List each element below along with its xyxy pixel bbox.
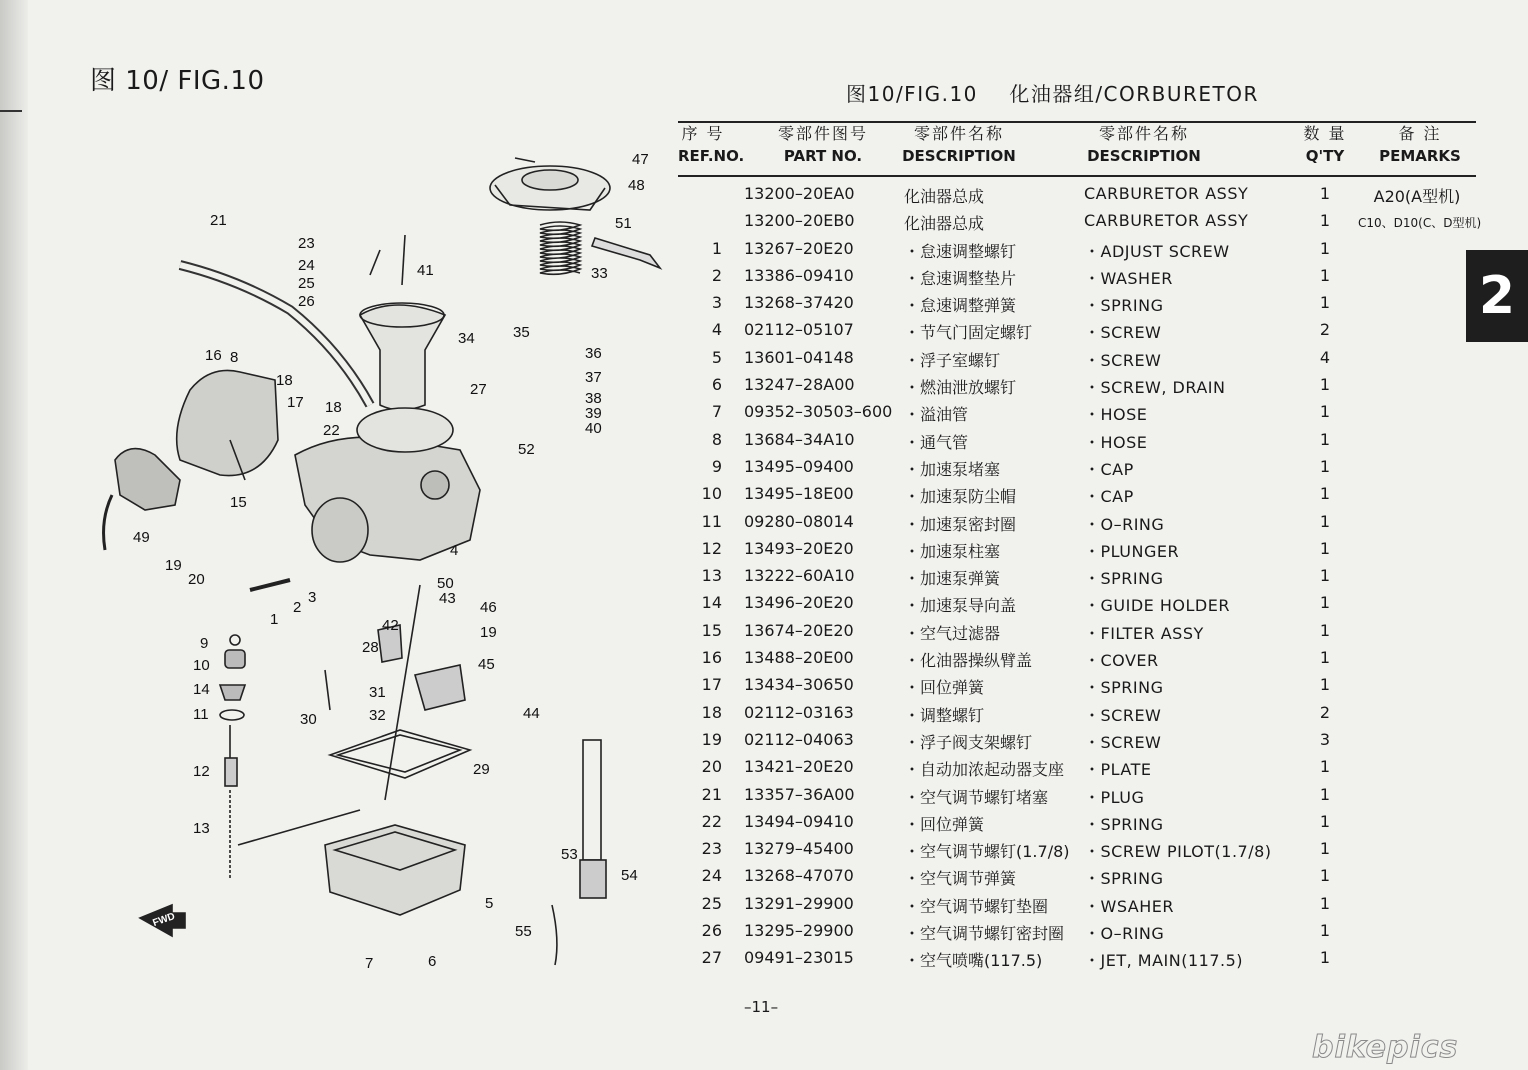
part-number-cell: 13291–29900 bbox=[744, 893, 854, 913]
qty-cell: 1 bbox=[1319, 893, 1331, 913]
qty-cell: 1 bbox=[1319, 293, 1331, 313]
description-zh-cell: ・浮子阀支架螺钉 bbox=[904, 732, 1033, 752]
ref-cell: 17 bbox=[701, 675, 722, 695]
callout: 7 bbox=[365, 955, 374, 972]
part-number-cell: 13495–09400 bbox=[744, 456, 854, 476]
callout: 19 bbox=[165, 557, 182, 574]
callout: 28 bbox=[362, 639, 379, 656]
figure-title: 图 10/ FIG.10 bbox=[90, 66, 265, 96]
callout: 44 bbox=[523, 705, 540, 722]
qty-cell: 1 bbox=[1319, 648, 1331, 668]
section-tab: 2 bbox=[1466, 250, 1528, 342]
description-en-cell: ・SCREW PILOT(1.7/8) bbox=[1084, 842, 1272, 862]
carburetor-exploded-diagram bbox=[40, 110, 680, 1010]
page-gutter bbox=[0, 0, 28, 1070]
callout: 18 bbox=[325, 399, 342, 416]
callout: 19 bbox=[480, 624, 497, 641]
part-number-cell: 13494–09410 bbox=[744, 811, 854, 831]
ref-cell: 8 bbox=[711, 429, 722, 449]
qty-cell: 1 bbox=[1319, 184, 1331, 203]
table-row bbox=[678, 207, 1482, 234]
callout: 45 bbox=[478, 656, 495, 673]
qty-cell: 2 bbox=[1319, 702, 1331, 722]
description-zh-cell: ・溢油管 bbox=[904, 405, 969, 425]
table-row bbox=[678, 726, 1476, 753]
table-row bbox=[678, 862, 1476, 889]
callout: 21 bbox=[210, 212, 227, 229]
qty-cell: 1 bbox=[1319, 866, 1331, 886]
callout: 42 bbox=[382, 617, 399, 634]
table-row bbox=[678, 235, 1476, 262]
qty-cell: 1 bbox=[1319, 921, 1331, 941]
callout: 1 bbox=[270, 611, 279, 628]
table-row bbox=[678, 644, 1476, 671]
description-en-cell: ・GUIDE HOLDER bbox=[1084, 596, 1230, 616]
description-en-cell: ・SPRING bbox=[1084, 296, 1164, 316]
description-en-cell: ・SPRING bbox=[1084, 814, 1164, 834]
description-en-cell: ・PLUG bbox=[1084, 787, 1145, 807]
callout: 3 bbox=[308, 589, 317, 606]
table-row bbox=[678, 699, 1476, 726]
air-filter bbox=[177, 370, 278, 475]
callout: 51 bbox=[615, 215, 632, 232]
table-row bbox=[678, 371, 1476, 398]
callout: 6 bbox=[428, 953, 437, 970]
callout: 14 bbox=[193, 681, 210, 698]
part-number-cell: 09280–08014 bbox=[744, 511, 854, 531]
ref-cell: 23 bbox=[701, 839, 722, 859]
table-row bbox=[678, 453, 1476, 480]
qty-cell: 1 bbox=[1319, 402, 1331, 422]
col-part: 零部件图号 PART NO. bbox=[777, 124, 868, 165]
ref-cell: 1 bbox=[711, 238, 722, 258]
col-desc-en: 零部件名称 DESCRIPTION bbox=[1087, 124, 1201, 165]
qty-cell: 1 bbox=[1319, 675, 1331, 695]
qty-cell: 1 bbox=[1319, 211, 1331, 231]
part-number-cell: 02112–03163 bbox=[744, 702, 854, 722]
table-row bbox=[678, 589, 1476, 616]
qty-cell: 1 bbox=[1319, 784, 1331, 804]
callout: 25 bbox=[298, 275, 315, 292]
callout: 12 bbox=[193, 763, 210, 780]
description-en-cell: ・SPRING bbox=[1084, 869, 1164, 889]
description-zh-cell: ・空气调节螺钉密封圈 bbox=[904, 924, 1065, 944]
description-zh-cell: ・空气调节螺钉垫圈 bbox=[904, 896, 1049, 916]
watermark-logo: bikepics bbox=[1312, 1030, 1459, 1065]
spring-part bbox=[540, 222, 580, 274]
fwd-label: FWD bbox=[151, 910, 177, 930]
description-zh-cell: ・加速泵防尘帽 bbox=[904, 487, 1017, 507]
callout: 18 bbox=[276, 372, 293, 389]
table-row bbox=[678, 289, 1476, 316]
callout: 55 bbox=[515, 923, 532, 940]
part-number-cell: 13495–18E00 bbox=[744, 484, 854, 504]
section-header: 图10/FIG.10 化油器组/CORBURETOR bbox=[846, 82, 1259, 106]
table-row bbox=[678, 535, 1476, 562]
callout: 50 bbox=[437, 575, 454, 592]
callout: 17 bbox=[287, 394, 304, 411]
callout: 15 bbox=[230, 494, 247, 511]
description-zh-cell: ・空气调节螺钉(1.7/8) bbox=[904, 842, 1070, 862]
description-en-cell: ・HOSE bbox=[1084, 405, 1148, 425]
callout: 9 bbox=[200, 635, 209, 652]
description-zh-cell: ・浮子室螺钉 bbox=[904, 350, 1001, 370]
ref-cell: 22 bbox=[701, 811, 722, 831]
description-en-cell: ・O–RING bbox=[1084, 924, 1165, 944]
callout: 39 bbox=[585, 405, 602, 422]
part-number-cell: 02112–04063 bbox=[744, 729, 854, 749]
table-row bbox=[678, 316, 1476, 343]
callout: 30 bbox=[300, 711, 317, 728]
part-number-cell: 13496–20E20 bbox=[744, 593, 854, 613]
ref-cell: 18 bbox=[701, 702, 722, 722]
description-en-cell: ・ADJUST SCREW bbox=[1084, 241, 1230, 261]
description-en-cell: ・SCREW, DRAIN bbox=[1084, 378, 1226, 398]
part-number-cell: 13200–20EB0 bbox=[744, 211, 855, 231]
qty-cell: 1 bbox=[1319, 484, 1331, 504]
ref-cell: 5 bbox=[711, 347, 722, 367]
description-zh-cell: ・调整螺钉 bbox=[904, 705, 985, 725]
ref-cell: 26 bbox=[701, 921, 722, 941]
description-zh-cell: ・空气喷嘴(117.5) bbox=[904, 951, 1043, 971]
description-en-cell: ・SCREW bbox=[1084, 350, 1162, 370]
qty-cell: 1 bbox=[1319, 265, 1331, 285]
ref-cell: 21 bbox=[701, 784, 722, 804]
part-number-cell: 13222–60A10 bbox=[744, 566, 855, 586]
qty-cell: 1 bbox=[1319, 375, 1331, 395]
callout: 54 bbox=[621, 867, 638, 884]
part-number-cell: 13493–20E20 bbox=[744, 538, 854, 558]
callout: 38 bbox=[585, 390, 602, 407]
margin-rule bbox=[0, 110, 22, 112]
description-zh-cell: ・加速泵密封圈 bbox=[904, 514, 1017, 534]
table-row bbox=[678, 808, 1476, 835]
callout: 33 bbox=[591, 265, 608, 282]
table-row bbox=[678, 562, 1476, 589]
part-number-cell: 02112–05107 bbox=[744, 320, 854, 340]
description-en-cell: ・JET, MAIN(117.5) bbox=[1084, 951, 1244, 971]
ref-cell: 6 bbox=[711, 375, 722, 395]
callout: 22 bbox=[323, 422, 340, 439]
part-number-cell: 09491–23015 bbox=[744, 948, 854, 968]
description-zh-cell: ・怠速调整弹簧 bbox=[904, 296, 1017, 316]
qty-cell: 2 bbox=[1319, 320, 1331, 340]
description-en-cell: ・SCREW bbox=[1084, 323, 1162, 343]
remarks-cell: C10、D10(C、D型机) bbox=[1358, 216, 1482, 231]
callout: 37 bbox=[585, 369, 602, 386]
qty-cell: 1 bbox=[1319, 538, 1331, 558]
qty-cell: 1 bbox=[1319, 757, 1331, 777]
callout: 13 bbox=[193, 820, 210, 837]
part-number-cell: 09352–30503–600 bbox=[744, 402, 893, 422]
description-zh-cell: ・自动加浓起动器支座 bbox=[904, 760, 1065, 780]
qty-cell: 1 bbox=[1319, 566, 1331, 586]
callout: 10 bbox=[193, 657, 210, 674]
ref-cell: 20 bbox=[701, 757, 722, 777]
qty-cell: 1 bbox=[1319, 456, 1331, 476]
remarks-cell: A20(A型机) bbox=[1373, 187, 1461, 206]
description-en-cell: ・COVER bbox=[1084, 651, 1159, 671]
description-zh-cell: 化油器总成 bbox=[904, 187, 985, 206]
callout: 20 bbox=[188, 571, 205, 588]
ref-cell: 10 bbox=[701, 484, 722, 504]
table-row bbox=[678, 835, 1476, 862]
description-zh-cell: ・空气过滤器 bbox=[904, 623, 1001, 643]
float-bowl bbox=[325, 825, 465, 915]
col-qty: 数 量 Q'TY bbox=[1303, 124, 1347, 165]
description-zh-cell: ・化油器操纵臂盖 bbox=[904, 651, 1033, 671]
description-zh-cell: ・怠速调整螺钉 bbox=[904, 241, 1017, 261]
description-zh-cell: ・通气管 bbox=[904, 432, 969, 452]
ref-cell: 9 bbox=[711, 456, 722, 476]
table-row bbox=[678, 671, 1476, 698]
callout: 34 bbox=[458, 330, 475, 347]
ref-cell: 3 bbox=[711, 293, 722, 313]
description-zh-cell: ・加速泵柱塞 bbox=[904, 541, 1001, 561]
description-en-cell: ・SPRING bbox=[1084, 569, 1164, 589]
description-zh-cell: ・燃油泄放螺钉 bbox=[904, 378, 1017, 398]
qty-cell: 1 bbox=[1319, 948, 1331, 968]
description-zh-cell: ・回位弹簧 bbox=[904, 814, 985, 834]
callout: 23 bbox=[298, 235, 315, 252]
description-en-cell: CARBURETOR ASSY bbox=[1084, 211, 1249, 231]
table-row bbox=[678, 617, 1476, 644]
part-number-cell: 13200–20EA0 bbox=[744, 184, 855, 203]
description-zh-cell: ・加速泵堵塞 bbox=[904, 459, 1001, 479]
qty-cell: 1 bbox=[1319, 811, 1331, 831]
table-row bbox=[678, 944, 1476, 971]
description-en-cell: ・WASHER bbox=[1084, 268, 1173, 288]
table-row bbox=[678, 398, 1476, 425]
part-number-cell: 13247–28A00 bbox=[744, 375, 855, 395]
description-en-cell: ・O–RING bbox=[1084, 514, 1165, 534]
description-en-cell: CARBURETOR ASSY bbox=[1084, 184, 1249, 203]
callout: 49 bbox=[133, 529, 150, 546]
table-row bbox=[678, 917, 1476, 944]
callout: 5 bbox=[485, 895, 494, 912]
description-zh-cell: 化油器总成 bbox=[904, 214, 985, 234]
col-desc-zh: 零部件名称 DESCRIPTION bbox=[902, 124, 1016, 165]
part-number-cell: 13488–20E00 bbox=[744, 648, 854, 668]
callout: 35 bbox=[513, 324, 530, 341]
part-number-cell: 13268–37420 bbox=[744, 293, 854, 313]
col-ref: 序 号 REF.NO. bbox=[678, 124, 745, 165]
callout: 47 bbox=[632, 151, 649, 168]
ref-cell: 13 bbox=[701, 566, 722, 586]
part-number-cell: 13357–36A00 bbox=[744, 784, 855, 804]
callout: 29 bbox=[473, 761, 490, 778]
part-number-cell: 13295–29900 bbox=[744, 921, 854, 941]
callout: 31 bbox=[369, 684, 386, 701]
ref-cell: 15 bbox=[701, 620, 722, 640]
part-number-cell: 13434–30650 bbox=[744, 675, 854, 695]
callout: 26 bbox=[298, 293, 315, 310]
description-en-cell: ・CAP bbox=[1084, 487, 1134, 507]
description-en-cell: ・SCREW bbox=[1084, 732, 1162, 752]
callout: 4 bbox=[450, 542, 459, 559]
callout: 46 bbox=[480, 599, 497, 616]
ref-cell: 7 bbox=[711, 402, 722, 422]
throttle-slide bbox=[360, 305, 445, 410]
ref-cell: 14 bbox=[701, 593, 722, 613]
description-en-cell: ・PLATE bbox=[1084, 760, 1152, 780]
qty-cell: 1 bbox=[1319, 593, 1331, 613]
callout: 40 bbox=[585, 420, 602, 437]
table-row bbox=[678, 508, 1476, 535]
description-zh-cell: ・空气调节弹簧 bbox=[904, 869, 1017, 889]
page-number: –11– bbox=[744, 998, 779, 1016]
table-row bbox=[678, 781, 1476, 808]
qty-cell: 1 bbox=[1319, 429, 1331, 449]
table-header bbox=[678, 123, 1476, 177]
table-row bbox=[678, 890, 1476, 917]
part-number-cell: 13601–04148 bbox=[744, 347, 854, 367]
ref-cell: 16 bbox=[701, 648, 722, 668]
description-zh-cell: ・加速泵弹簧 bbox=[904, 569, 1001, 589]
description-en-cell: ・HOSE bbox=[1084, 432, 1148, 452]
qty-cell: 1 bbox=[1319, 839, 1331, 859]
qty-cell: 1 bbox=[1319, 620, 1331, 640]
ref-cell: 2 bbox=[711, 265, 722, 285]
callout: 52 bbox=[518, 441, 535, 458]
callout: 16 bbox=[205, 347, 222, 364]
part-number-cell: 13268–47070 bbox=[744, 866, 854, 886]
description-en-cell: ・FILTER ASSY bbox=[1084, 623, 1204, 643]
description-zh-cell: ・回位弹簧 bbox=[904, 678, 985, 698]
qty-cell: 1 bbox=[1319, 238, 1331, 258]
callout: 32 bbox=[369, 707, 386, 724]
callout: 43 bbox=[439, 590, 456, 607]
ref-cell: 12 bbox=[701, 538, 722, 558]
qty-cell: 1 bbox=[1319, 511, 1331, 531]
table-row bbox=[678, 426, 1476, 453]
callout: 36 bbox=[585, 345, 602, 362]
description-en-cell: ・SCREW bbox=[1084, 705, 1162, 725]
table-row bbox=[678, 180, 1476, 207]
ref-cell: 11 bbox=[701, 511, 722, 531]
callout: 41 bbox=[417, 262, 434, 279]
part-number-cell: 13421–20E20 bbox=[744, 757, 854, 777]
part-number-cell: 13674–20E20 bbox=[744, 620, 854, 640]
description-en-cell: ・SPRING bbox=[1084, 678, 1164, 698]
col-remarks: 备 注 PEMARKS bbox=[1379, 124, 1461, 165]
ref-cell: 19 bbox=[701, 729, 722, 749]
callout: 53 bbox=[561, 846, 578, 863]
callout: 11 bbox=[193, 706, 209, 723]
description-zh-cell: ・加速泵导向盖 bbox=[904, 596, 1017, 616]
table-row bbox=[678, 344, 1476, 371]
qty-cell: 3 bbox=[1319, 729, 1331, 749]
table-row bbox=[678, 753, 1476, 780]
part-number-cell: 13267–20E20 bbox=[744, 238, 854, 258]
table-row bbox=[678, 480, 1476, 507]
ref-cell: 27 bbox=[701, 948, 722, 968]
ref-cell: 4 bbox=[711, 320, 722, 340]
part-number-cell: 13386–09410 bbox=[744, 265, 854, 285]
callout: 2 bbox=[293, 599, 302, 616]
description-en-cell: ・CAP bbox=[1084, 459, 1134, 479]
description-zh-cell: ・节气门固定螺钉 bbox=[904, 323, 1033, 343]
description-en-cell: ・PLUNGER bbox=[1084, 541, 1180, 561]
part-number-cell: 13684–34A10 bbox=[744, 429, 855, 449]
callout: 8 bbox=[230, 349, 239, 366]
description-zh-cell: ・怠速调整垫片 bbox=[904, 268, 1017, 288]
parts-table bbox=[678, 121, 1482, 972]
table-row bbox=[678, 262, 1476, 289]
description-zh-cell: ・空气调节螺钉堵塞 bbox=[904, 787, 1049, 807]
callout: 48 bbox=[628, 177, 645, 194]
description-en-cell: ・WSAHER bbox=[1084, 896, 1174, 916]
callout: 27 bbox=[470, 381, 487, 398]
ref-cell: 25 bbox=[701, 893, 722, 913]
table-body bbox=[678, 177, 1482, 972]
qty-cell: 4 bbox=[1319, 347, 1331, 367]
callout: 24 bbox=[298, 257, 315, 274]
ref-cell: 24 bbox=[701, 866, 722, 886]
part-number-cell: 13279–45400 bbox=[744, 839, 854, 859]
